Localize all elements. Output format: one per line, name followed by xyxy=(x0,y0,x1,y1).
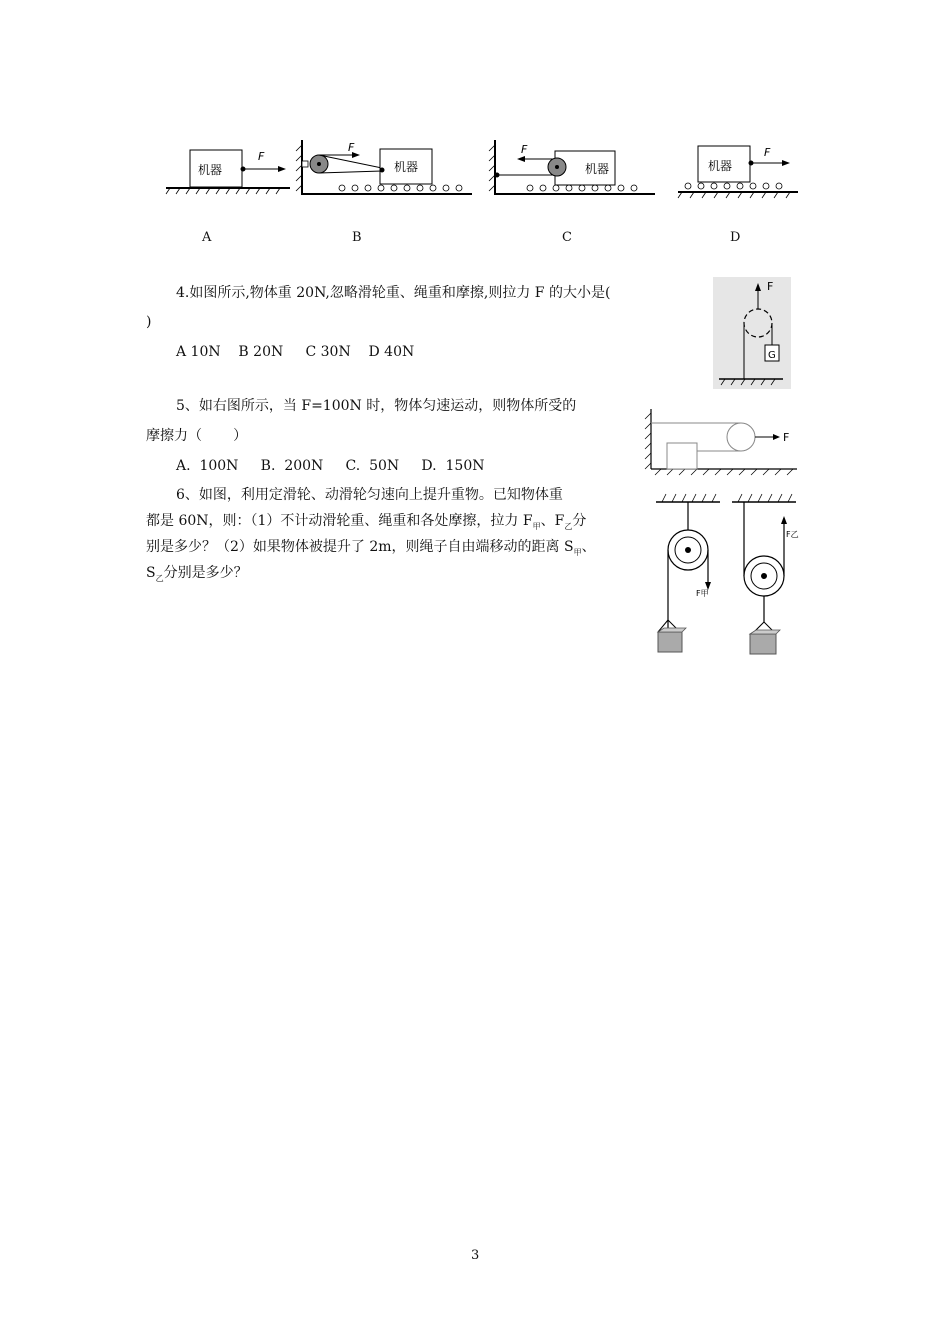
figure-machine-d xyxy=(672,140,802,200)
option-label-b: B xyxy=(352,230,362,245)
machine-label: 机器 xyxy=(585,162,610,176)
q6-stem-line4 xyxy=(146,564,248,588)
q6-stem-line2 xyxy=(146,512,586,536)
force-label-yi: F乙 xyxy=(786,530,799,539)
force-label: F xyxy=(767,280,774,293)
q6-stem-line3 xyxy=(146,538,596,562)
figure-machine-a xyxy=(160,140,295,200)
q6-stem-line1: 6、如图，利用定滑轮、动滑轮匀速向上提升重物。已知物体重 xyxy=(176,487,563,503)
q5-options: A. 100N B. 200N C. 50N D. 150N xyxy=(176,458,485,474)
option-label-c: C xyxy=(562,230,572,245)
figure-q5-pulley xyxy=(645,405,800,477)
figure-machine-c xyxy=(485,135,660,200)
figure-machine-b xyxy=(292,135,477,200)
q6-line3-text: 别是多少？（2）如果物体被提升了 2m，则绳子自由端移动的距离 S xyxy=(146,539,574,555)
option-label-d: D xyxy=(730,230,741,245)
machine-label: 机器 xyxy=(708,159,733,173)
page-number: 3 xyxy=(471,1248,480,1263)
q6-line4-s: S xyxy=(146,565,156,581)
figure-q6-fixed-pulley xyxy=(652,492,724,658)
q5-stem-line2: 摩擦力（ ） xyxy=(146,428,248,444)
figure-q4-movable-pulley xyxy=(713,277,791,389)
q6-line2-text: 都是 60N，则：（1）不计动滑轮重、绳重和各处摩擦，拉力 F xyxy=(146,513,533,529)
weight-label: G xyxy=(768,350,776,361)
force-label: F xyxy=(783,431,790,444)
force-label: F xyxy=(764,146,771,159)
force-label-jia: F甲 xyxy=(696,589,709,598)
force-label: F xyxy=(521,143,528,156)
q5-stem-line1: 5、如右图所示，当 F=100N 时，物体匀速运动，则物体所受的 xyxy=(176,398,577,414)
subscript-jia: 甲 xyxy=(573,547,582,557)
machine-label: 机器 xyxy=(394,160,419,174)
subscript-jia: 甲 xyxy=(532,521,541,531)
q4-stem-line1: 4.如图所示,物体重 20N,忽略滑轮重、绳重和摩擦,则拉力 F 的大小是( xyxy=(176,285,611,301)
q6-line3-end: 、 xyxy=(581,539,596,555)
subscript-yi: 乙 xyxy=(155,573,164,583)
q4-options: A 10N B 20N C 30N D 40N xyxy=(176,344,415,360)
option-label-a: A xyxy=(202,230,212,245)
subscript-yi: 乙 xyxy=(564,521,573,531)
figure-q6-movable-pulley xyxy=(728,492,800,658)
q6-line4-end: 分别是多少？ xyxy=(163,565,248,581)
q6-line2-end: 分 xyxy=(572,513,587,529)
machine-label: 机器 xyxy=(198,163,223,177)
force-label: F xyxy=(258,150,265,163)
q4-stem-line2: ) xyxy=(146,314,152,330)
q6-line2-sep: 、F xyxy=(540,513,565,529)
force-label: F xyxy=(348,141,355,154)
